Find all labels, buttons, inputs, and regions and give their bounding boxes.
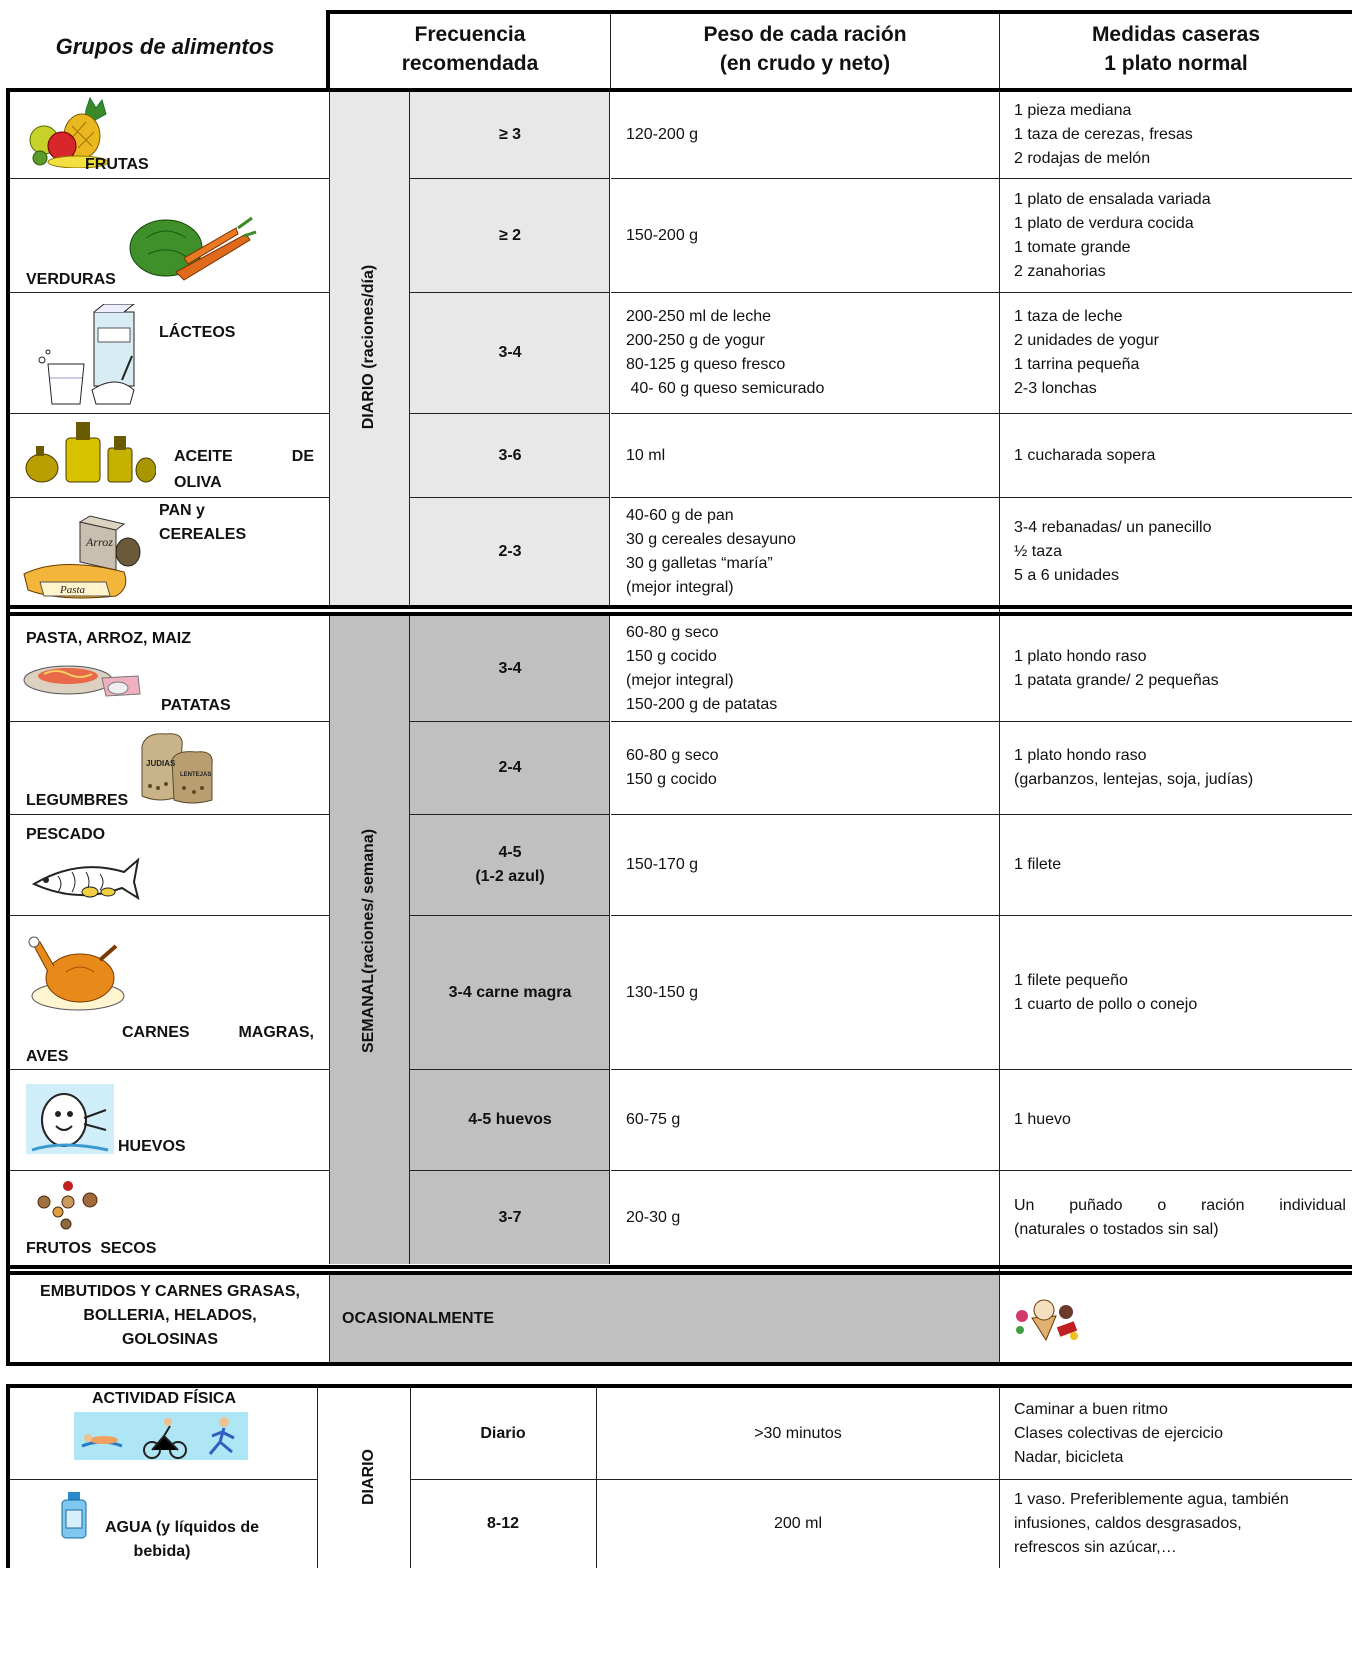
egg-cartoon-icon: [26, 1084, 114, 1154]
icon-label-judias: JUDIAS: [146, 759, 176, 768]
measures-carnes: 1 filete pequeño 1 cuarto de pollo o conejo: [1000, 916, 1352, 1070]
weight-frutas: 120-200 g: [611, 92, 999, 179]
freq-pan: 2-3: [498, 542, 522, 560]
nuts-icon: [34, 1180, 104, 1230]
measures-frutos-secos: Un puñado o ración individual (naturales o tostados sin sal): [1014, 1197, 1346, 1238]
food-name-frutas: FRUTAS: [85, 156, 149, 173]
measures-frutas: 1 pieza mediana 1 taza de cerezas, fresas 2 rodajas de melón: [1000, 92, 1352, 179]
measures-pescado: 1 filete: [1000, 815, 1352, 916]
weight-pasta: 60-80 g seco 150 g cocido (mejor integral) 150-200 g de patatas: [611, 616, 999, 722]
legumes-sack-icon: [136, 726, 218, 806]
measures-huevos: 1 huevo: [1000, 1070, 1352, 1171]
fish-icon: [28, 848, 140, 904]
measures-verduras: 1 plato de ensalada variada 1 plato de verdura cocida 1 tomate grande 2 zanahorias: [1000, 179, 1352, 293]
freq-frutos-secos: 3-7: [498, 1209, 522, 1226]
freq-carnes: 3-4 carne magra: [410, 916, 610, 1070]
weekly-section-label: SEMANAL(raciones/ semana): [360, 828, 377, 1054]
food-name-pan: PAN y: [159, 502, 205, 519]
freq-activity: Diario: [480, 1424, 526, 1442]
weight-legumbres: 60-80 g seco 150 g cocido: [611, 722, 999, 815]
section-divider: [10, 1265, 1352, 1275]
sports-icon: [74, 1412, 248, 1460]
food-name-frutos-secos: FRUTOS SECOS: [26, 1240, 157, 1257]
weight-lacteos: 200-250 ml de leche 200-250 g de yogur 80-125 g queso fresco 40- 60 g queso semicurado: [611, 293, 999, 414]
icon-label-lentejas: LENTEJAS: [180, 772, 212, 778]
icon-label-arroz: Arroz: [86, 535, 113, 549]
dairy-icon: [36, 304, 138, 410]
weight-activity: >30 minutos: [754, 1424, 842, 1442]
weight-carnes: 130-150 g: [611, 916, 999, 1070]
occasional-bar: [329, 1275, 999, 1362]
weight-pan: 40-60 g de pan 30 g cereales desayuno 30 g galletas “maría” (mejor integral): [626, 506, 796, 596]
food-name-cereales: CEREALES: [159, 526, 247, 543]
weight-frutos-secos: 20-30 g: [626, 1209, 681, 1226]
freq-water: 8-12: [486, 1515, 520, 1532]
food-name-verduras: VERDURAS: [26, 271, 116, 288]
weight-huevos: 60-75 g: [611, 1070, 999, 1171]
measures-activity: Caminar a buen ritmo Clases colectivas de ejercicio Nadar, bicicleta: [1014, 1400, 1223, 1466]
food-name-aceite: ACEITE DE: [174, 448, 314, 465]
food-name-lacteos: LÁCTEOS: [159, 324, 236, 341]
header-measures: Medidas caseras 1 plato normal: [1091, 23, 1261, 75]
measures-pan: 3-4 rebanadas/ un panecillo ½ taza 5 a 6 unidades: [1014, 518, 1212, 584]
food-name-carnes: CARNES MAGRAS,: [122, 1024, 314, 1041]
vegetables-icon: [126, 208, 258, 288]
freq-pescado: 4-5 (1-2 azul): [410, 815, 610, 916]
occasional-food-label: EMBUTIDOS Y CARNES GRASAS, BOLLERIA, HELADOS, GOLOSINAS: [40, 1283, 300, 1348]
daily-section-label: DIARIO (raciones/día): [360, 264, 377, 430]
freq-lacteos: 3-4: [410, 293, 610, 414]
pasta-icon: [22, 656, 144, 700]
weight-verduras: 150-200 g: [611, 179, 999, 293]
icon-label-pasta: Pasta: [60, 584, 86, 596]
food-name-pescado: PESCADO: [26, 826, 106, 843]
header-frequency: Frecuencia recomendada: [401, 23, 539, 75]
occasional-label: OCASIONALMENTE: [342, 1309, 494, 1327]
sweets-icon: [1012, 1294, 1082, 1342]
food-name-oliva: OLIVA: [174, 474, 222, 491]
header-weight: Peso de cada ración (en crudo y neto): [703, 23, 907, 75]
bread-cereal-icon: [20, 512, 144, 600]
food-name-patatas: PATATAS: [161, 697, 231, 714]
section-divider: [10, 605, 1352, 616]
weight-pescado: 150-170 g: [611, 815, 999, 916]
weight-water: 200 ml: [773, 1515, 823, 1532]
activity-name: ACTIVIDAD FÍSICA: [92, 1390, 236, 1407]
food-name-legumbres: LEGUMBRES: [26, 792, 129, 809]
roast-chicken-icon: [26, 932, 126, 1012]
weight-aceite: 10 ml: [611, 414, 999, 498]
measures-water: 1 vaso. Preferiblemente agua, también infusiones, caldos desgrasados, refrescos sin azúcar,…: [1014, 1491, 1289, 1556]
freq-aceite: 3-6: [410, 414, 610, 498]
food-name-aves: AVES: [26, 1048, 69, 1065]
freq-frutas: ≥ 3: [410, 92, 610, 179]
food-name-pasta: PASTA, ARROZ, MAIZ: [26, 630, 192, 647]
olive-oil-icon: [24, 418, 156, 484]
freq-pasta: 3-4: [410, 616, 610, 722]
water-name: AGUA (y líquidos de bebida): [104, 1519, 260, 1560]
measures-legumbres: 1 plato hondo raso (garbanzos, lentejas, soja, judías): [1000, 722, 1352, 815]
food-name-huevos: HUEVOS: [118, 1138, 186, 1155]
freq-legumbres: 2-4: [410, 722, 610, 815]
activity-section-label: DIARIO: [360, 1449, 377, 1505]
measures-pasta: 1 plato hondo raso 1 patata grande/ 2 pequeñas: [1000, 616, 1352, 722]
freq-huevos: 4-5 huevos: [410, 1070, 610, 1171]
measures-lacteos: 1 taza de leche 2 unidades de yogur 1 tarrina pequeña 2-3 lonchas: [1000, 293, 1352, 414]
header-groups: Grupos de alimentos: [55, 34, 275, 59]
freq-verduras: ≥ 2: [410, 179, 610, 293]
measures-aceite: 1 cucharada sopera: [1000, 414, 1352, 498]
